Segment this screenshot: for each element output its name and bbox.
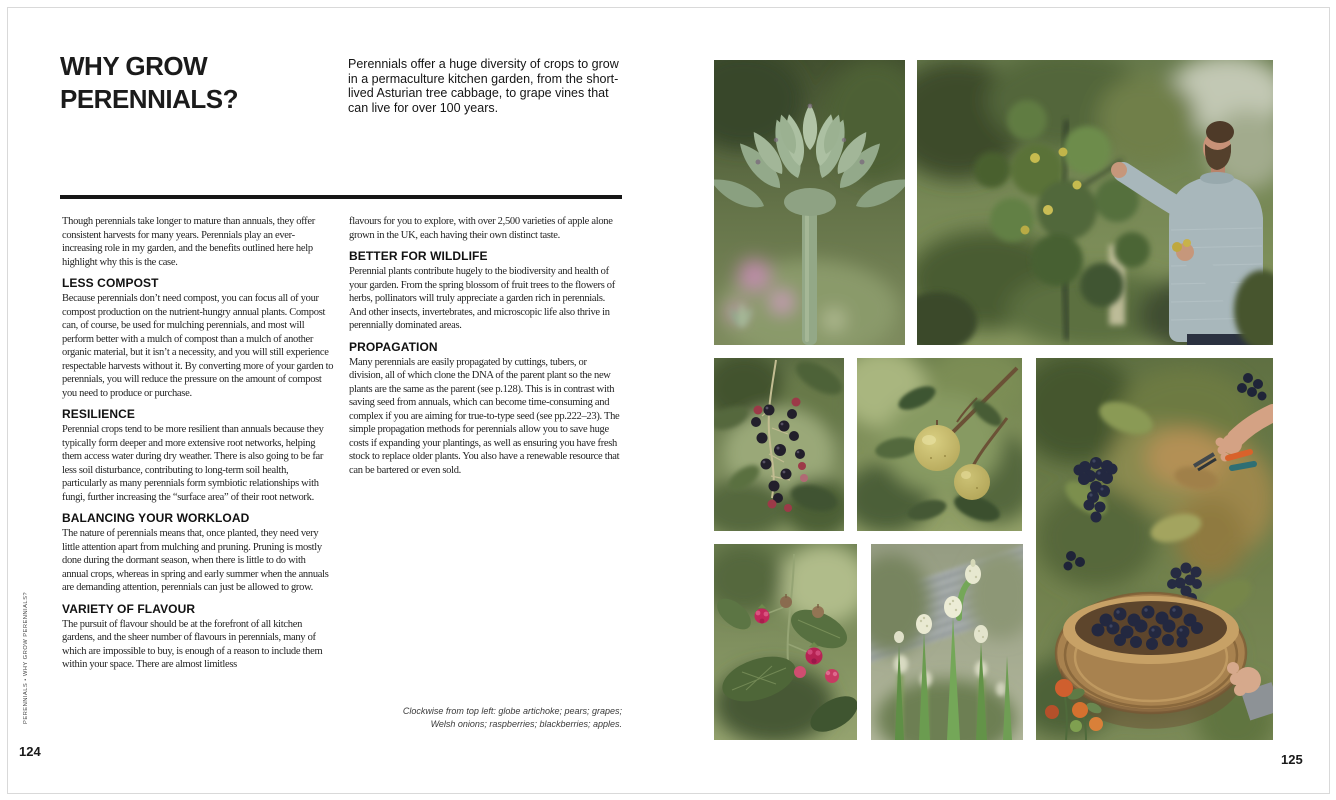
page-title-line2: PERENNIALS? xyxy=(60,84,238,114)
photo-raspberries xyxy=(714,544,857,740)
section-heading: RESILIENCE xyxy=(62,407,136,421)
section-body: Perennial plants contribute hugely to the biodiversity and health of your garden. From the spring blossom of fruit trees to the flowers of herbs, pollinators will truly appreciate a garden rich in perennials. And other insects, invertebrates, and microscopic life also thrive in perennially dominated areas. xyxy=(349,266,615,331)
section-heading: PROPAGATION xyxy=(349,339,438,354)
page-title-line1: WHY GROW xyxy=(60,51,208,81)
section-body: Perennial crops tend to be more resilient than annuals because they typically form deeper and more extensive root networks, helping them access water during dry weather. There is also going to be far less soil disturbance, contributing to long-term soil health, particularly as many perennials form symbiotic relationships with fungi, further increasing the “surface area” of their root network. xyxy=(62,424,324,503)
section-heading: BALANCING YOUR WORKLOAD xyxy=(62,511,250,525)
section-heading: LESS COMPOST xyxy=(62,276,159,290)
section-heading: BETTER FOR WILDLIFE xyxy=(349,249,488,263)
sidebar-chapter-label: PERENNIALS • WHY GROW PERENNIALS? xyxy=(23,591,29,724)
photo-pear-picking xyxy=(917,60,1273,345)
photo-grape-harvest xyxy=(1036,358,1273,740)
lead-continuation: flavours for you to explore, with over 2,500 varieties of apple alone grown in the UK, each having their own distinct taste. xyxy=(349,216,613,241)
photo-apples xyxy=(857,358,1022,531)
hair xyxy=(1206,121,1234,143)
section-body: The pursuit of flavour should be at the forefront of all kitchen gardens, and the sheer number of flavours in perennials, many of which are impossible to buy, is enough of a reason to include them within your space. There are almost limitless xyxy=(62,618,323,670)
intro-paragraph: Perennials offer a huge diversity of crops to grow in a permaculture kitchen garden, from the short-lived Asturian tree cabbage, to grape vines that can live for over 100 years. xyxy=(348,57,619,115)
divider-rule xyxy=(60,195,622,199)
body-column-2 xyxy=(349,215,622,477)
section-body: Because perennials don’t need compost, you can focus all of your compost production on the nutrient-hungry annual plants. Compost can, of course, be used for mulching perennials, and most will perform better with a mulch of compost than a mulch of another organic material, but it isn’t a necessity, and you will still experience respectable harvests without it. By converting more of your garden to perennials, you will reduce the pressure on the amount of compost you need to produce or purchase. xyxy=(62,293,334,399)
page-number-right: 125 xyxy=(1281,752,1303,767)
photo-blackberries xyxy=(714,358,844,531)
section-heading: VARIETY OF FLAVOUR xyxy=(62,601,196,616)
body-column-1 xyxy=(62,215,334,672)
page-number-left: 124 xyxy=(19,744,41,759)
section-body: The nature of perennials means that, once planted, they need very little attention apart from mulching and pruning. Pruning is mostly done during the dormant season, when there is little to do with annual crops, whereas in spring and early summer when the annuals are demanding attention, perennials can just be allowed to grow. xyxy=(62,528,329,593)
lead-paragraph: Though perennials take longer to mature than annuals, they offer consistent harvests for many years. Perennials play an ever-increasing role in my garden, and the benefits outlined here help highlight why this is the case. xyxy=(62,216,315,268)
photo-caption: Clockwise from top left: globe artichoke; pears; grapes; Welsh onions; raspberries; blackberries; apples. xyxy=(402,706,622,729)
photo-welsh-onions xyxy=(871,544,1023,740)
section-body: Many perennials are easily propagated by cuttings, tubers, or division, all of which clone the DNA of the parent plant so the new plants are the same as the parent (see p.128). This is in contrast with saving seed from annuals, which can become time-consuming and complex if you are aiming for true-to-type seed (see pp.222–23). The simple propagation methods for perennials allow you to save huge costs if expanding your plantings, as well as ensuring you have fresh stock to replace older plants. You also have a renewable resource that can be bartered or even sold. xyxy=(349,356,620,476)
hand xyxy=(1111,162,1127,178)
artichoke-stem xyxy=(802,210,817,345)
photo-globe-artichoke xyxy=(714,60,905,345)
page-title xyxy=(60,50,238,116)
